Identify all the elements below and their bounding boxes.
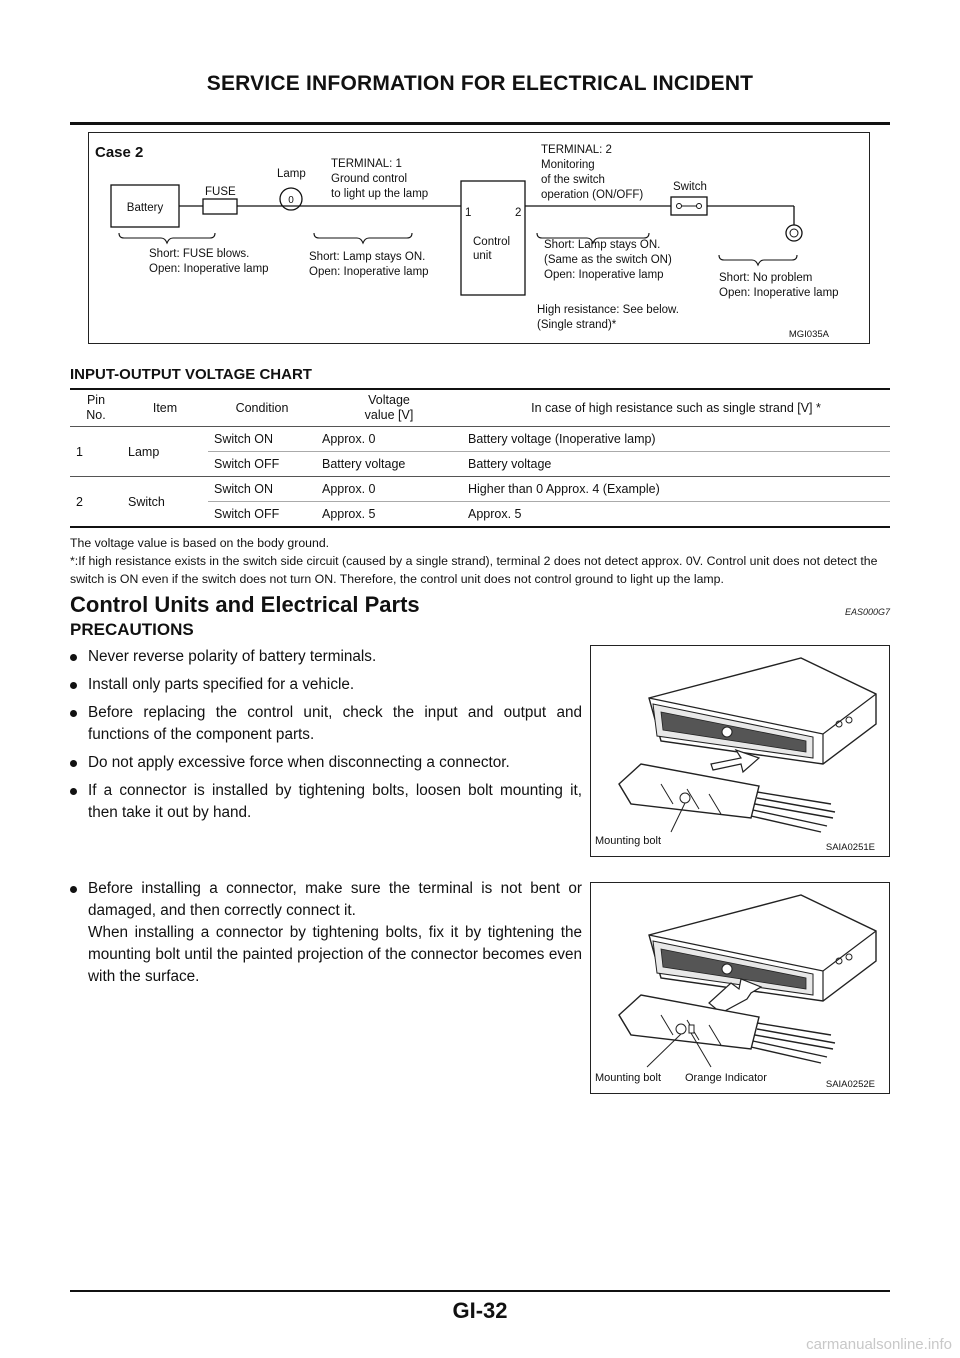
bullet-icon: [70, 710, 77, 717]
precautions-list-a: [70, 646, 582, 824]
seg3-text: Short: Lamp stays ON. (Same as the switch ON) Open: Inoperative lamp: [544, 239, 672, 281]
condition-cell: Switch OFF: [208, 452, 316, 477]
case-label: Case 2: [95, 144, 144, 161]
bullet-icon: [70, 654, 77, 661]
high-resistance-text: High resistance: See below. (Single strand)*: [537, 304, 679, 331]
watermark: carmanualsonline.info: [806, 1336, 952, 1353]
switch-label: Switch: [673, 181, 707, 193]
footer-rule: [70, 1290, 890, 1292]
header-condition: Condition: [208, 389, 316, 427]
terminal1-text: TERMINAL: 1 Ground control to light up the lamp: [331, 158, 429, 200]
connector-install-figure: [590, 882, 890, 1094]
circuit-diagram: [88, 132, 870, 344]
table-row: [70, 477, 890, 502]
high-res-cell: Battery voltage (Inoperative lamp): [462, 427, 890, 452]
battery-label: Battery: [126, 202, 164, 214]
item-cell: Switch: [122, 477, 208, 528]
value-cell: Approx. 0: [316, 427, 462, 452]
precautions-title: PRECAUTIONS: [70, 620, 194, 639]
seg1-text: Short: FUSE blows. Open: Inoperative lamp: [149, 248, 269, 275]
figure-code: SAIA0252E: [825, 1079, 875, 1090]
list-item: Install only parts specified for a vehicle.: [70, 674, 582, 696]
condition-cell: Switch ON: [208, 477, 316, 502]
lamp-label: Lamp: [277, 168, 306, 180]
seg4-text: Short: No problem Open: Inoperative lamp: [719, 272, 839, 299]
bullet-icon: [70, 760, 77, 767]
section-code: EAS000G7: [844, 607, 890, 617]
list-item: If a connector is installed by tightening bolts, loosen bolt mounting it, then take it out by hand.: [70, 780, 582, 824]
fuse-label: FUSE: [205, 186, 236, 198]
figure-code: SAIA0251E: [825, 842, 875, 853]
high-res-cell: Higher than 0 Approx. 4 (Example): [462, 477, 890, 502]
value-cell: Approx. 5: [316, 502, 462, 528]
section-title: Control Units and Electrical Parts: [70, 592, 420, 617]
condition-cell: Switch ON: [208, 427, 316, 452]
note-body-ground: The voltage value is based on the body ground.: [70, 536, 330, 550]
note-high-resistance: *:If high resistance exists in the switch side circuit (caused by a single strand), terminal 2 does not detect approx. 0V. Control unit does not detect the switch is ON even if the switch does not turn ON. Therefore, the control unit does not control ground to light up the lamp.: [70, 554, 878, 586]
pin1-label: 1: [465, 207, 472, 219]
precautions-list-b: [70, 878, 582, 988]
page-header: SERVICE INFORMATION FOR ELECTRICAL INCIDENT: [206, 72, 754, 95]
pin-cell: 1: [70, 427, 122, 477]
header-high-res: In case of high resistance such as single strand [V] *: [462, 389, 890, 427]
list-item: Never reverse polarity of battery terminals.: [70, 646, 582, 668]
fuse-box: [203, 199, 237, 214]
header-pin: Pin No.: [70, 389, 122, 427]
bullet-icon: [70, 788, 77, 795]
mounting-bolt-label: Mounting bolt: [595, 1072, 662, 1084]
svg-text:0: 0: [288, 195, 294, 206]
value-cell: Battery voltage: [316, 452, 462, 477]
terminal2-text: TERMINAL: 2 Monitoring of the switch operation (ON/OFF): [541, 144, 644, 201]
table-row: [70, 427, 890, 452]
seg2-text: Short: Lamp stays ON. Open: Inoperative lamp: [309, 251, 429, 278]
mounting-bolt-label: Mounting bolt: [595, 835, 662, 847]
orange-indicator-label: Orange Indicator: [685, 1072, 767, 1084]
header-item: Item: [122, 389, 208, 427]
figure-code: MGI035A: [788, 329, 829, 340]
table-header-row: [70, 389, 890, 427]
list-item: Do not apply excessive force when disconnecting a connector.: [70, 752, 582, 774]
condition-cell: Switch OFF: [208, 502, 316, 528]
page-number: GI-32: [452, 1298, 508, 1323]
control-unit-label: Control unit: [473, 236, 511, 262]
header-voltage: Voltage value [V]: [316, 389, 462, 427]
voltage-table: [70, 388, 890, 528]
item-cell: Lamp: [122, 427, 208, 477]
high-res-cell: Approx. 5: [462, 502, 890, 528]
list-item: Before replacing the control unit, check the input and output and functions of the component parts.: [70, 702, 582, 746]
chart-title: INPUT-OUTPUT VOLTAGE CHART: [70, 366, 312, 383]
connector-removal-figure: [590, 645, 890, 857]
header-rule: [70, 122, 890, 125]
ground-symbol: [786, 225, 802, 241]
bullet-icon: [70, 886, 77, 893]
bullet-icon: [70, 682, 77, 689]
high-res-cell: Battery voltage: [462, 452, 890, 477]
pin-cell: 2: [70, 477, 122, 528]
pin2-label: 2: [515, 207, 522, 219]
list-item: Before installing a connector, make sure the terminal is not bent or damaged, and then correctly connect it. When installing a connector by tightening bolts, fix it by tightening the mounting bolt until the painted projection of the connector becomes even with the surface.: [70, 878, 582, 988]
value-cell: Approx. 0: [316, 477, 462, 502]
